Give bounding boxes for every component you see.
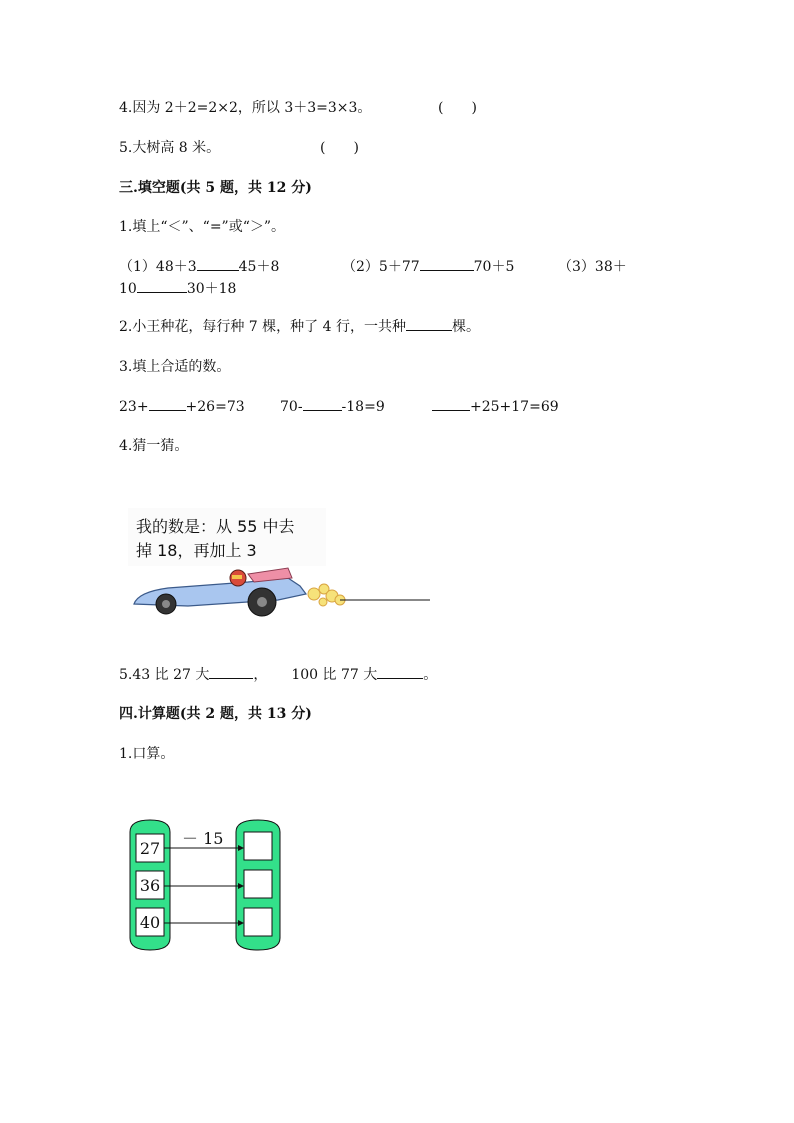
fill-q1-c-cont [119, 278, 236, 298]
fill-q5-a-blank[interactable] [209, 664, 253, 679]
judge-q5: 5.大树高 8 米。 [119, 140, 221, 156]
section3-title: 三.填空题(共 5 题，共 12 分) [119, 180, 312, 196]
fill-q1-c-left: 10 [119, 281, 137, 297]
fill-q5-b-blank[interactable] [377, 664, 423, 679]
speech-bubble-line-2: 掉 18，再加上 3 [136, 541, 257, 560]
judge-q4: 4.因为 2＋2=2×2，所以 3＋3=3×3。 [119, 100, 372, 116]
fill-q3-a-left: 23+ [119, 399, 149, 415]
fill-q3-b-right: -18=9 [341, 399, 385, 415]
fill-q3-b-blank[interactable] [303, 396, 342, 411]
input-value-3: 40 [139, 913, 161, 932]
answer-box-3 [244, 908, 272, 936]
fill-q2 [119, 316, 480, 336]
fill-q5-end: 。 [423, 667, 438, 683]
fill-q2-blank[interactable] [406, 316, 452, 331]
fill-q3-b-left: 70- [280, 399, 303, 415]
fill-q1-b-blank[interactable] [420, 256, 474, 271]
fill-q3-c [432, 396, 559, 415]
fill-q3-a-blank[interactable] [149, 396, 186, 411]
fill-q3: 3.填上合适的数。 [119, 359, 231, 375]
fill-q2-end: 棵。 [451, 319, 480, 335]
fill-q1: 1.填上“＜”、“=”或“＞”。 [119, 219, 286, 235]
mental-math-diagram [126, 818, 286, 952]
answer-box-2 [244, 870, 272, 898]
fill-q1-b-right: 70＋5 [473, 259, 515, 275]
fill-q1-c-blank[interactable] [137, 278, 187, 293]
fill-q1-c-right: 30＋18 [186, 281, 237, 297]
input-value-2: 36 [139, 876, 161, 895]
fill-q2-text: 2.小王种花，每行种 7 棵，种了 4 行，一共种 [119, 319, 406, 335]
fill-q3-a [119, 396, 245, 415]
fill-q1-b-left: （2）5＋77 [342, 259, 420, 275]
section4-title: 四.计算题(共 2 题，共 13 分) [119, 706, 312, 722]
fill-q1-a [119, 256, 279, 276]
fill-q3-c-right: +25+17=69 [470, 399, 559, 415]
fill-q5-b: 100 比 77 大 [291, 667, 378, 683]
fill-q3-a-right: +26=73 [185, 399, 245, 415]
fill-q1-a-left: （1）48＋3 [119, 259, 197, 275]
fill-q5-a: 5.43 比 27 大 [119, 667, 210, 683]
fill-q1-c: （3）38＋ [558, 259, 627, 275]
answer-box-1 [244, 832, 272, 860]
fill-q4: 4.猜一猜。 [119, 438, 189, 454]
judge-q5-answer-paren[interactable]: ( ) [320, 140, 359, 156]
fill-q3-c-blank[interactable] [432, 396, 470, 411]
calc-q1: 1.口算。 [119, 746, 175, 762]
fill-q1-a-right: 45＋8 [238, 259, 280, 275]
fill-q1-b [342, 256, 514, 276]
operation-label: － 15 [182, 829, 224, 848]
race-car-illustration [128, 560, 438, 622]
speech-bubble-line-1: 我的数是：从 55 中去 [136, 517, 295, 536]
input-value-1: 27 [139, 839, 161, 858]
fill-q1-a-blank[interactable] [197, 256, 239, 271]
judge-q4-answer-paren[interactable]: ( ) [438, 100, 477, 116]
fill-q3-b [280, 396, 385, 415]
fill-q5 [119, 664, 437, 684]
fill-q5-sep: ， [253, 667, 268, 683]
